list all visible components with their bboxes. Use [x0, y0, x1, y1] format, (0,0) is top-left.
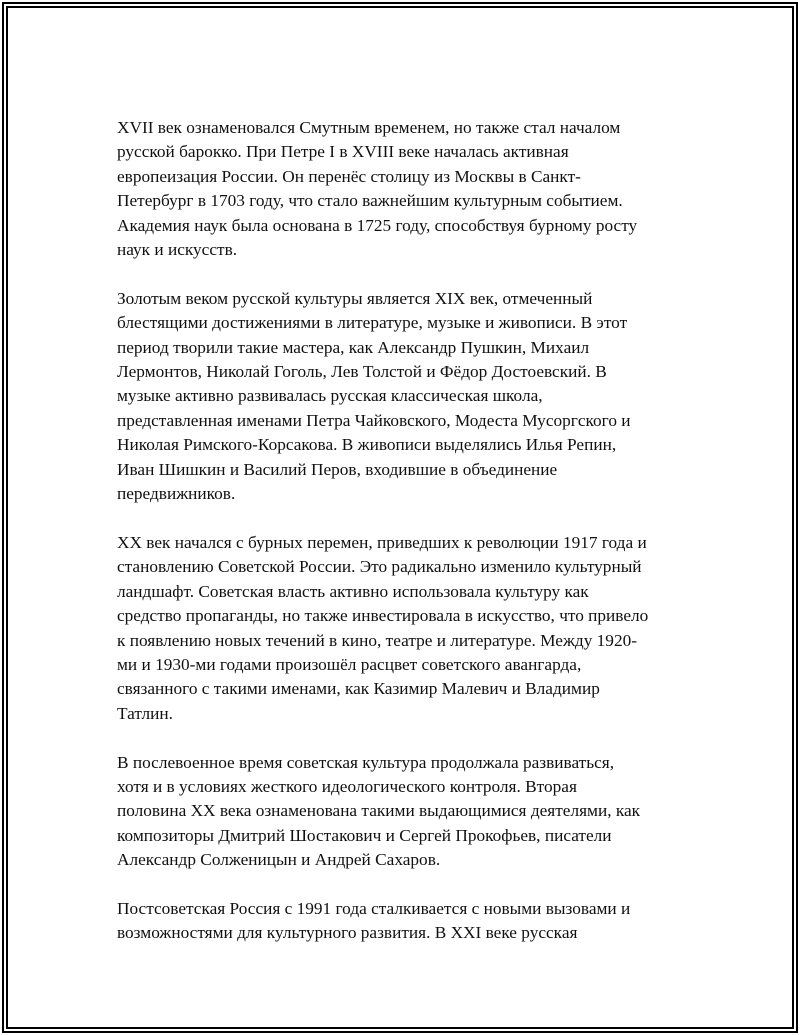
text-line: В послевоенное время советская культура продолжала развиваться,	[117, 752, 615, 772]
text-line: ландшафт. Советская власть активно использовала культуру как	[117, 581, 589, 601]
text-line: XVII век ознаменовался Смутным временем, но также стал началом	[117, 118, 621, 137]
text-line: XX век начался с бурных перемен, приведших к революции 1917 года и	[117, 532, 647, 552]
text-line: Лермонтов, Николай Гоголь, Лев Толстой и Фёдор Достоевский. В	[117, 362, 607, 382]
text-line: композиторы Дмитрий Шостакович и Сергей Прокофьев, писатели	[117, 825, 612, 845]
text-line: Николая Римского-Корсакова. В живописи выделялись Илья Репин,	[117, 435, 617, 455]
text-line: представленная именами Петра Чайковского, Модеста Мусоргского и	[117, 410, 631, 430]
text-line: Иван Шишкин и Василий Перов, входившие в объединение	[117, 459, 558, 479]
text-line: ми и 1930-ми годами произошёл расцвет советского авангарда,	[117, 654, 582, 674]
text-line: Петербург в 1703 году, что стало важнейшим культурным событием.	[117, 191, 623, 211]
text-line: связанного с такими именами, как Казимир Малевич и Владимир	[117, 679, 600, 699]
text-line: средство пропаганды, но также инвестировала в искусство, что привело	[117, 606, 649, 626]
paragraph-3	[117, 531, 697, 726]
paragraph-5	[117, 897, 697, 946]
text-line: становлению Советской России. Это радикально изменило культурный	[117, 557, 642, 577]
text-line: Татлин.	[117, 703, 173, 723]
text-line: возможностями для культурного развития. В XXI веке русская	[117, 923, 578, 943]
text-line: передвижников.	[117, 484, 236, 504]
paragraph-1	[117, 116, 697, 262]
text-line: период творили такие мастера, как Александр Пушкин, Михаил	[117, 337, 590, 357]
text-line: блестящими достижениями в литературе, музыке и живописи. В этот	[117, 313, 628, 333]
text-line: половина XX века ознаменована такими выдающимися деятелями, как	[117, 801, 641, 821]
text-line: Постсоветская Россия с 1991 года сталкивается с новыми вызовами и	[117, 898, 631, 918]
text-line: европеизация России. Он перенёс столицу из Москвы в Санкт-	[117, 166, 581, 186]
text-line: хотя и в условиях жесткого идеологического контроля. Вторая	[117, 776, 577, 796]
text-line: Академия наук была основана в 1725 году, способствуя бурному росту	[117, 215, 638, 235]
paragraph-4	[117, 751, 697, 873]
paragraph-2	[117, 287, 697, 507]
text-line: наук и искусств.	[117, 240, 238, 260]
text-line: Александр Солженицын и Андрей Сахаров.	[117, 850, 441, 870]
text-line: русской барокко. При Петре I в XVIII веке началась активная	[117, 142, 569, 162]
document-body	[117, 116, 697, 970]
text-line: Золотым веком русской культуры является XIX век, отмеченный	[117, 288, 593, 308]
text-line: к появлению новых течений в кино, театре и литературе. Между 1920-	[117, 630, 637, 650]
text-line: музыке активно развивалась русская классическая школа,	[117, 386, 543, 406]
